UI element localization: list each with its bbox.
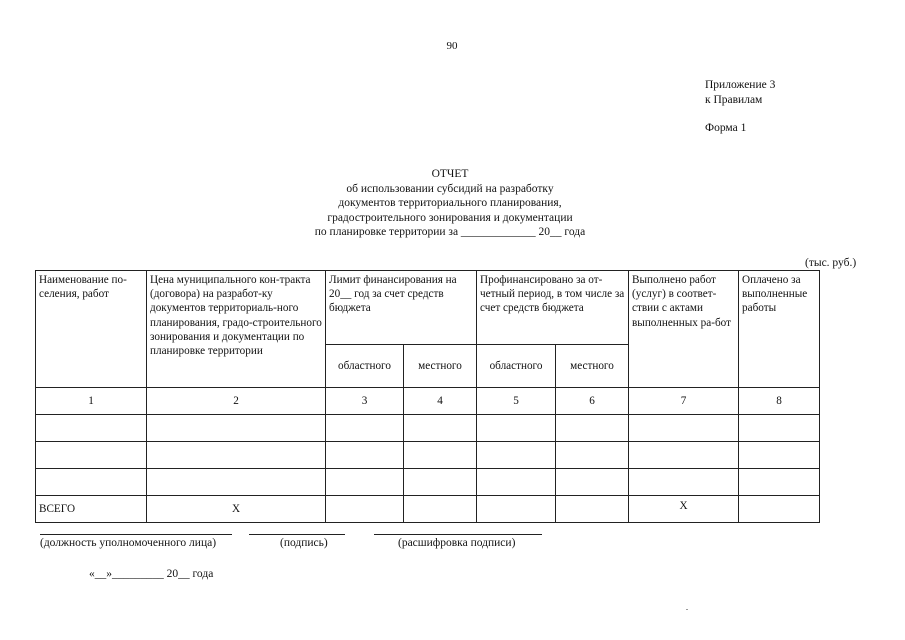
- header-limit-local: местного: [404, 345, 477, 388]
- signature-line: [249, 534, 345, 535]
- table-cell: [477, 415, 556, 442]
- column-number: 2: [147, 388, 326, 415]
- header-contract-price: Цена муниципального кон-тракта (договора) на разработ-ку документов территориаль-ного планирования, градо-строительного зонирования и документации по планировке территории: [147, 271, 326, 388]
- table-cell: [629, 442, 739, 469]
- table-cell: [147, 469, 326, 496]
- table-cell: [36, 442, 147, 469]
- column-number: 4: [404, 388, 477, 415]
- total-cell: X: [629, 496, 739, 523]
- table-cell: [36, 469, 147, 496]
- column-number: 5: [477, 388, 556, 415]
- table-cell: [739, 442, 820, 469]
- units-label: (тыс. руб.): [805, 257, 857, 269]
- report-table: [35, 270, 820, 523]
- table-row: [36, 415, 820, 442]
- table-cell: [477, 442, 556, 469]
- table-cell: [404, 469, 477, 496]
- total-label: ВСЕГО: [36, 496, 147, 523]
- header-completed-works: Выполнено работ (услуг) в соответ-ствии с актами выполненных ра-бот: [629, 271, 739, 388]
- table-cell: [36, 415, 147, 442]
- header-limit-regional: областного: [326, 345, 404, 388]
- page-number: 90: [446, 40, 458, 52]
- report-title: [250, 167, 650, 240]
- table-cell: [556, 415, 629, 442]
- position-signature-line: [40, 534, 232, 535]
- header-financed-local: местного: [556, 345, 629, 388]
- position-label: (должность уполномоченного лица): [40, 537, 217, 549]
- table-cell: [326, 415, 404, 442]
- title-line-4: градостроительного зонирования и документации: [327, 211, 573, 224]
- column-number: 7: [629, 388, 739, 415]
- total-cell: [477, 496, 556, 523]
- total-row: [36, 496, 820, 523]
- table-cell: [404, 415, 477, 442]
- header-funding-limit: Лимит финансирования на 20__ год за счет средств бюджета: [326, 271, 477, 345]
- title-line-2: об использовании субсидий на разработку: [346, 182, 554, 195]
- table-cell: [147, 415, 326, 442]
- table-cell: [556, 442, 629, 469]
- table-cell: [147, 442, 326, 469]
- table-row: [36, 469, 820, 496]
- total-cell: [326, 496, 404, 523]
- table-cell: [326, 469, 404, 496]
- column-number: 8: [739, 388, 820, 415]
- table-row: [36, 442, 820, 469]
- column-number: 6: [556, 388, 629, 415]
- total-cell: [556, 496, 629, 523]
- header-financed-regional: областного: [477, 345, 556, 388]
- total-cell: [404, 496, 477, 523]
- form-label: Форма 1: [705, 122, 747, 134]
- table-cell: [326, 442, 404, 469]
- column-number: 1: [36, 388, 147, 415]
- header-paid: Оплачено за выполненные работы: [739, 271, 820, 388]
- appendix-note: [705, 78, 775, 108]
- table-cell: [629, 415, 739, 442]
- title-line-1: ОТЧЕТ: [431, 168, 469, 180]
- date-line: «__»_________ 20__ года: [89, 568, 214, 580]
- table-cell: [739, 469, 820, 496]
- header-settlement: Наименование по-селения, работ: [36, 271, 147, 388]
- scan-speck: [686, 609, 688, 610]
- decoding-label: (расшифровка подписи): [398, 537, 516, 549]
- column-number-row: [36, 388, 820, 415]
- column-number: 3: [326, 388, 404, 415]
- appendix-line-1: Приложение 3: [705, 79, 776, 91]
- table-cell: [404, 442, 477, 469]
- title-line-3: документов территориального планирования,: [338, 197, 562, 210]
- signature-label: (подпись): [280, 537, 328, 549]
- header-financed: Профинансировано за от-четный период, в том числе за счет средств бюджета: [477, 271, 629, 345]
- decoding-signature-line: [374, 534, 542, 535]
- appendix-line-2: к Правилам: [705, 94, 763, 106]
- title-line-5: по планировке территории за _____________ 20__ года: [314, 226, 586, 239]
- table-cell: [556, 469, 629, 496]
- table-cell: [477, 469, 556, 496]
- total-cell: X: [147, 496, 326, 523]
- table-cell: [629, 469, 739, 496]
- total-cell: [739, 496, 820, 523]
- table-cell: [739, 415, 820, 442]
